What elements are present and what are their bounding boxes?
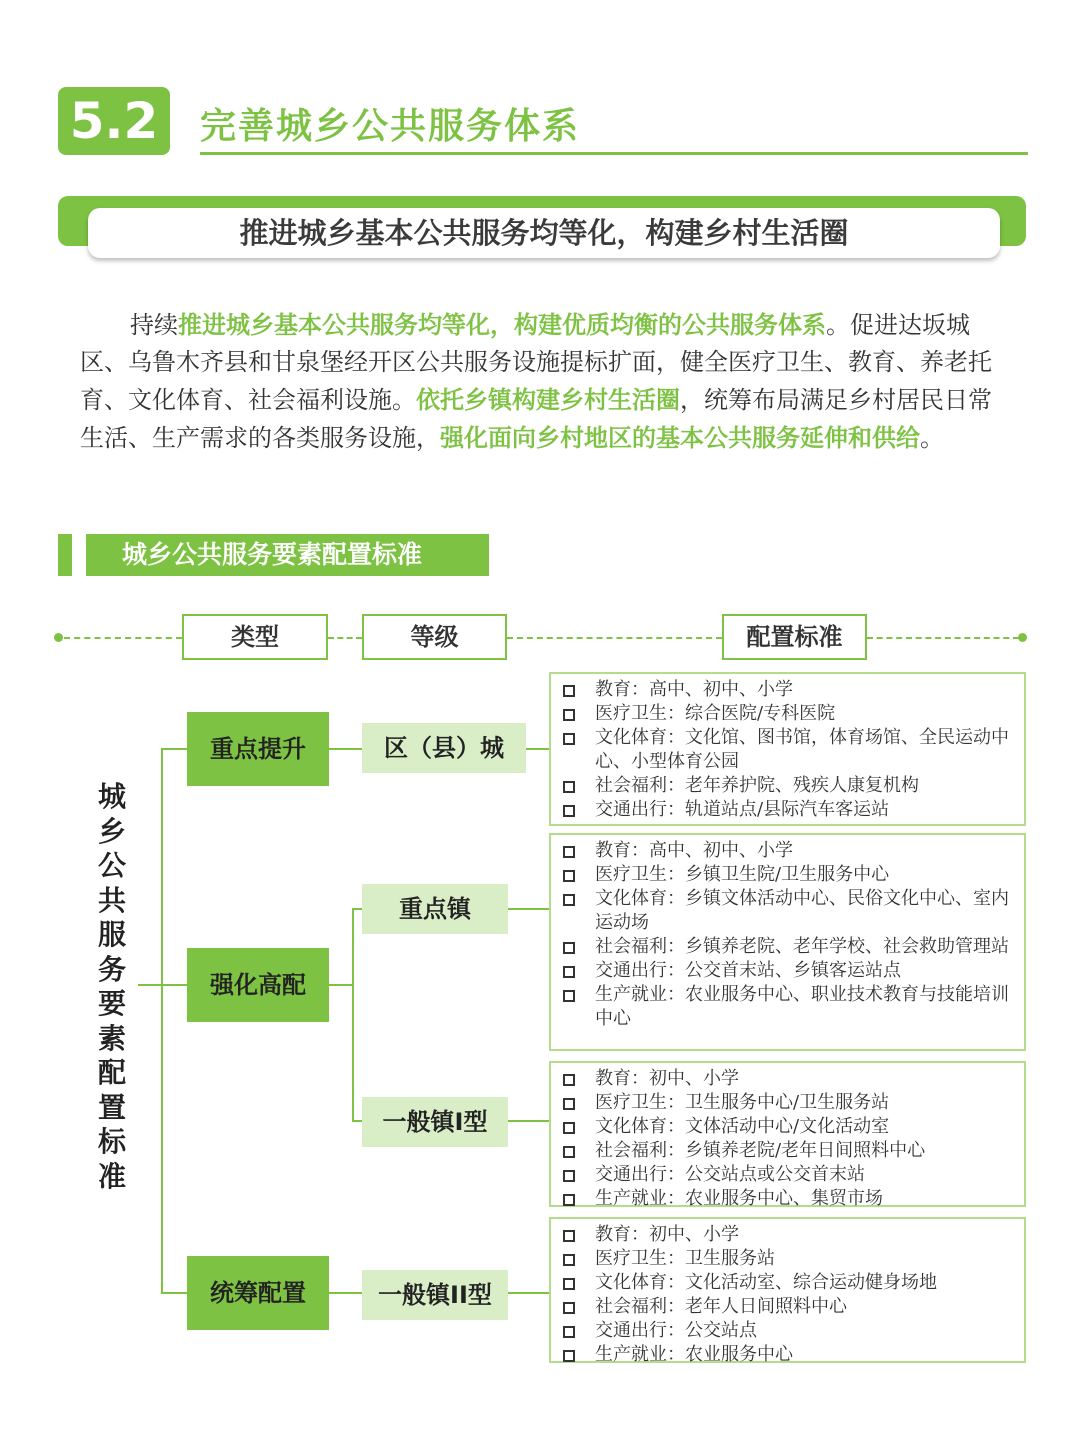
standard-item [561,678,1018,702]
standard-item [561,959,1018,983]
standard-item-text: 生产就业：农业服务中心、集贸市场 [595,1188,883,1209]
standard-item [561,1163,1018,1187]
standard-item [561,1271,1018,1295]
standard-item [561,863,1018,887]
para-text-2: 。促进达坂城区、乌鲁木齐县和甘泉堡经开区公共服务设施提标扩面，健全医疗卫生、教育、养老托育、文化体育、社会福利设施。 [80,311,992,414]
checkbox-icon [563,1230,575,1242]
connector-level-2 [352,908,362,910]
standard-item-text: 医疗卫生：卫生服务站 [595,1248,775,1269]
standard-box-key-town [549,833,1026,1051]
standard-item [561,1187,1018,1211]
standard-item-text: 交通出行：公交首末站、乡镇客运站点 [595,960,901,981]
subsection-title: 城乡公共服务要素配置标准 [86,534,489,576]
checkbox-icon [563,685,575,697]
checkbox-icon [563,1350,575,1362]
row-start-dot [54,633,63,642]
connector-type-2 [161,984,187,986]
standard-item-text: 社会福利：乡镇养老院、老年学校、社会救助管理站 [595,936,1009,957]
standard-item-text: 生产就业：农业服务中心 [595,1344,793,1365]
section-title: 完善城乡公共服务体系 [200,106,581,147]
connector-type-3 [161,1292,187,1294]
checkbox-icon [563,781,575,793]
standard-item [561,798,1018,822]
standard-item [561,1247,1018,1271]
standard-box-town-type2 [549,1217,1026,1363]
type-box-key-upgrade: 重点提升 [187,712,329,786]
column-header-standard: 配置标准 [722,614,867,660]
header-dash-2 [328,637,362,639]
standard-box-town-type1 [549,1061,1026,1207]
standard-item-text: 文化体育：文化活动室、综合运动健身场地 [595,1272,937,1293]
standard-item-text: 教育：初中、小学 [595,1224,739,1245]
checkbox-icon [563,990,575,1002]
banner-title: 推进城乡基本公共服务均等化，构建乡村生活圈 [88,208,1000,258]
standard-item-text: 文化体育：文化馆、图书馆，体育场馆、全民运动中心、小型体育公园 [595,727,1009,772]
type-box-enhanced: 强化高配 [187,948,329,1022]
column-header-type: 类型 [182,614,328,660]
connector-root [138,984,162,986]
standard-item [561,1139,1018,1163]
checkbox-icon [563,1122,575,1134]
standard-item [561,702,1018,726]
checkbox-icon [563,966,575,978]
standard-item-text: 社会福利：老年人日间照料中心 [595,1296,847,1317]
standard-item-text: 医疗卫生：乡镇卫生院/卫生服务中心 [595,864,890,885]
standard-item-text: 文化体育：文体活动中心/文化活动室 [595,1116,890,1137]
standard-item-text: 交通出行：公交站点或公交首末站 [595,1164,865,1185]
level-box-town-type1: 一般镇I型 [362,1097,508,1147]
standard-item [561,1319,1018,1343]
checkbox-icon [563,709,575,721]
connector-std-4 [508,1292,549,1294]
row-end-dot [1018,633,1027,642]
header-dash-1 [64,637,182,639]
connector-type-1 [161,748,187,750]
para-text-4: 。 [920,424,944,452]
standard-item-text: 教育：初中、小学 [595,1068,739,1089]
standard-item [561,1115,1018,1139]
subsection-accent-bar [58,534,72,576]
standard-item-text: 生产就业：农业服务中心、职业技术教育与技能培训中心 [595,984,1009,1029]
level-box-district-county: 区（县）城 [362,723,526,773]
checkbox-icon [563,942,575,954]
checkbox-icon [563,1146,575,1158]
checkbox-icon [563,733,575,745]
section-number-badge: 5.2 [58,87,170,155]
para-highlight-2: 依托乡镇构建乡村生活圈 [416,385,680,414]
connector-std-2 [508,908,549,910]
connector-level-3 [352,1120,362,1122]
level-box-town-type2: 一般镇II型 [362,1270,508,1320]
column-header-level: 等级 [362,614,507,660]
title-underline [200,152,1028,155]
standard-item-text: 医疗卫生：卫生服务中心/卫生服务站 [595,1092,890,1113]
checkbox-icon [563,805,575,817]
checkbox-icon [563,1326,575,1338]
para-highlight-3: 强化面向乡村地区的基本公共服务延伸和供给 [440,423,920,452]
intro-paragraph [80,306,1010,457]
checkbox-icon [563,894,575,906]
header-dash-3 [507,637,722,639]
standard-item-text: 医疗卫生：综合医院/专科医院 [595,703,836,724]
standard-item [561,983,1018,1031]
checkbox-icon [563,1098,575,1110]
standard-item [561,1091,1018,1115]
standard-box-district [549,672,1026,826]
checkbox-icon [563,1194,575,1206]
type-box-coordinated: 统筹配置 [187,1256,329,1330]
standard-item-text: 交通出行：公交站点 [595,1320,757,1341]
standard-item-text: 文化体育：乡镇文体活动中心、民俗文化中心、室内运动场 [595,888,1009,933]
checkbox-icon [563,1302,575,1314]
standard-item [561,1067,1018,1091]
checkbox-icon [563,1278,575,1290]
connector-level-1 [329,748,362,750]
header-dash-4 [867,637,1019,639]
standard-item-text: 交通出行：轨道站点/县际汽车客运站 [595,799,890,820]
standard-item-text: 教育：高中、初中、小学 [595,679,793,700]
standard-item [561,839,1018,863]
checkbox-icon [563,1254,575,1266]
standard-item-text: 教育：高中、初中、小学 [595,840,793,861]
connector-levels-vertical [352,908,354,1122]
connector-std-1 [526,748,549,750]
root-label-vertical: 城乡公共服务要素配置标准 [97,780,126,1193]
checkbox-icon [563,846,575,858]
level-box-key-town: 重点镇 [362,884,508,934]
para-text-1: 持续 [130,311,178,339]
connector-level-4 [329,1292,362,1294]
standard-item [561,774,1018,798]
connector-types-vertical [161,748,163,1294]
standard-item [561,935,1018,959]
checkbox-icon [563,870,575,882]
connector-std-3 [508,1120,549,1122]
standard-item [561,1343,1018,1367]
checkbox-icon [563,1074,575,1086]
para-text-3: ，统筹布局满足乡村居民日常生活、生产需求的各类服务设施， [80,386,992,452]
checkbox-icon [563,1170,575,1182]
standard-item [561,726,1018,774]
para-highlight-1: 推进城乡基本公共服务均等化，构建优质均衡的公共服务体系 [178,310,826,339]
connector-type2-out [329,984,353,986]
standard-item [561,1223,1018,1247]
standard-item-text: 社会福利：乡镇养老院/老年日间照料中心 [595,1140,926,1161]
standard-item-text: 社会福利：老年养护院、残疾人康复机构 [595,775,919,796]
standard-item [561,887,1018,935]
standard-item [561,1295,1018,1319]
